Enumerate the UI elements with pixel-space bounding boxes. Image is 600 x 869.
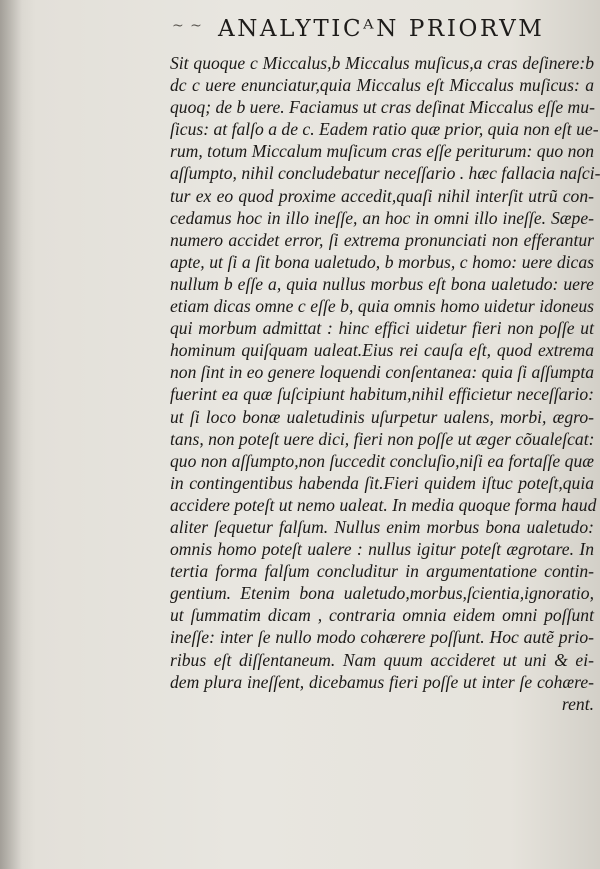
text-line: dem plura ineſſent, dicebamus fieri poſſe ut inter ſe cohære- [170, 671, 594, 692]
body-text [170, 52, 600, 715]
text-line: qui morbum admittat : hinc effici uidetur fieri non poſſe ut [170, 318, 594, 339]
text-line: non ſint in eo genere loquendi conſentanea: quia ſi aſſumpta [170, 362, 594, 383]
text-line: in contingentibus habenda ſit.Fieri quidem iſtuc poteſt,quia [170, 472, 594, 493]
text-line: omnis homo poteſt ualere : nullus igitur poteſt ægrotare. In [170, 539, 594, 560]
page-title: ANALYTICᴬN PRIORVM [218, 16, 545, 42]
binding-shadow [0, 0, 22, 869]
text-line: rum, totum Miccalum muſicum cras eſſe periturum: quo non [170, 141, 594, 162]
text-line: rent. [561, 693, 594, 714]
text-line: ineſſe: inter ſe nullo modo cohærere poſſunt. Hoc autẽ prio- [170, 627, 594, 648]
text-line: etiam dicas omne c eſſe b, quia omnis homo uidetur idoneus [170, 296, 594, 317]
text-line: tertia forma falſum concluditur in argumentatione contin- [170, 561, 594, 582]
text-line: quoq; de b uere. Faciamus ut cras deſinat Miccalus eſſe mu- [170, 97, 595, 118]
text-line: nullum b eſſe a, quia nullus morbus eſt bona ualetudo: uere [170, 273, 594, 294]
text-line: apte, ut ſi a ſit bona ualetudo, b morbus, c homo: uere dicas [170, 251, 594, 272]
text-line: gentium. Etenim bona ualetudo,morbus,ſcientia,ignoratio, [170, 583, 594, 604]
text-line: tur ex eo quod proxime accedit,quaſi nihil interſit utrũ con- [170, 185, 594, 206]
text-line: aliter ſequetur falſum. Nullus enim morbus bona ualetudo: [170, 516, 594, 537]
text-line: cedamus hoc in illo ineſſe, an hoc in omni illo ineſſe. Sæpe- [170, 207, 594, 228]
text-line: ut ſi loco bonæ ualetudinis uſurpetur ualens, morbi, ægro- [170, 406, 594, 427]
header-ornament: ~ ~ [172, 18, 203, 34]
text-line: hominum quiſquam ualeat.Eius rei cauſa eſt, quod extrema [170, 340, 594, 361]
text-line: accidere poteſt ut nemo ualeat. In media quoque forma haud [170, 494, 597, 515]
running-head [0, 12, 600, 52]
text-line: aſſumpto, nihil concludebatur neceſſario . hæc fallacia naſci- [170, 163, 600, 184]
text-line: tans, non poteſt uere dici, fieri non poſſe ut æger cõualeſcat: [170, 428, 595, 449]
text-line: ſicus: at falſo a de c. Eadem ratio quæ prior, quia non eſt ue- [170, 119, 599, 140]
text-line: ribus eſt diſſentaneum. Nam quum accideret ut uni & ei- [170, 649, 594, 670]
text-line: fuerint ea quæ ſuſcipiunt habitum,nihil efficietur neceſſario: [170, 384, 594, 405]
text-line: dc c uere enunciatur,quia Miccalus eſt Miccalus muſicus: a [170, 75, 594, 96]
text-line: quo non aſſumpto,non ſuccedit concluſio,niſi ea fortaſſe quæ [170, 450, 594, 471]
text-line: ut ſummatim dicam , contraria omnia eidem omni poſſunt [170, 605, 594, 626]
text-line: numero accidet error, ſi extrema pronunciati non efferantur [170, 229, 594, 250]
text-line: Sit quoque c Miccalus,b Miccalus muſicus,a cras deſinere:b [170, 53, 594, 73]
